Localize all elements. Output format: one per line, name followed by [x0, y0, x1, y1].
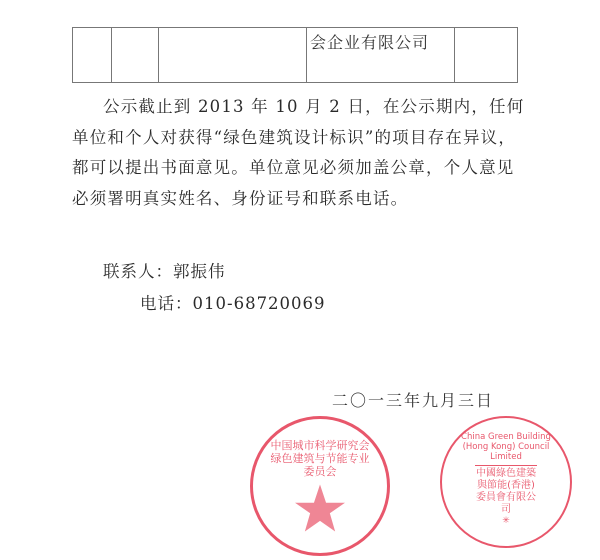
signing-date: 二〇一三年九月三日	[332, 391, 495, 410]
notice-paragraph: 公示截止到 2013 年 10 月 2 日，在公示期内，任何单位和个人对获得“绿色建筑设计标识”的项目存在异议，都可以提出书面意见。单位意见必须加盖公章，个人意见必须署明真实姓名、身份证号和联系电话。	[72, 97, 525, 208]
table-column-divider	[306, 28, 307, 82]
table-column-divider	[111, 28, 112, 82]
star-icon	[295, 484, 345, 532]
right-seal-outer-text: China Green Building (Hong Kong) Council Limited	[461, 432, 551, 462]
table-column-divider	[454, 28, 455, 82]
contact-person: 联系人：郭振伟	[103, 262, 226, 281]
right-seal-inner-text: 中國綠色建築與節能(香港)委員會有限公司	[475, 465, 537, 516]
table-column-divider	[158, 28, 159, 82]
contact-phone: 电话：010-68720069	[140, 294, 326, 313]
right-official-seal	[440, 416, 572, 548]
asterisk-icon: ✳	[502, 516, 510, 526]
table-cell-company: 会企业有限公司	[310, 33, 430, 52]
left-official-seal	[250, 416, 390, 556]
project-table	[72, 27, 518, 83]
left-seal-text: 中国城市科学研究会绿色建筑与节能专业委员会	[270, 439, 370, 478]
